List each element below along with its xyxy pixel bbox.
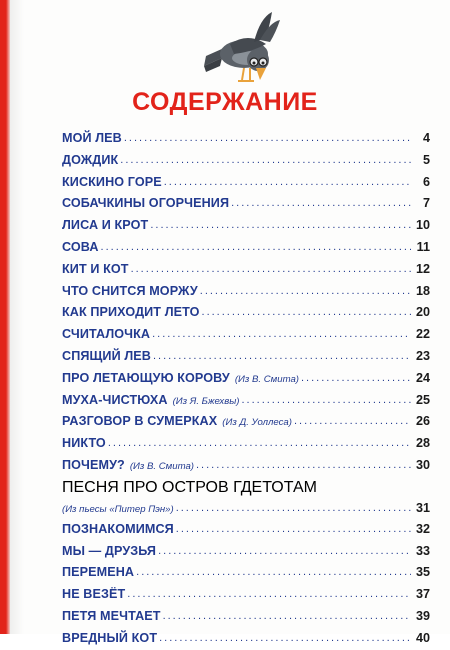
toc-entry-title: ПОЧЕМУ? xyxy=(62,457,125,472)
toc-entry-source: (Из В. Смита) xyxy=(129,460,194,472)
toc-entry xyxy=(62,368,430,390)
leader-dots xyxy=(120,150,411,172)
toc-entry-page: 7 xyxy=(422,196,430,211)
toc-entry-page: 12 xyxy=(415,261,430,276)
toc-entry-page: 31 xyxy=(415,500,430,515)
toc-entry xyxy=(62,324,430,346)
toc-entry-title: КИТ И КОТ xyxy=(62,261,129,276)
toc-entry-page: 32 xyxy=(415,521,430,536)
crow-with-glasses-icon xyxy=(200,8,282,88)
toc-entry-source: (Из Д. Уоллеса) xyxy=(222,417,292,429)
leader-dots xyxy=(131,259,411,281)
toc-entry-page: 6 xyxy=(422,174,430,189)
toc-entry xyxy=(62,584,430,606)
leader-dots xyxy=(241,390,411,412)
toc-entry xyxy=(62,215,430,237)
leader-dots xyxy=(127,584,411,606)
toc-entry-page: 33 xyxy=(415,543,430,558)
toc-entry-title: НИКТО xyxy=(62,436,106,451)
toc-entry-title: МОЙ ЛЕВ xyxy=(62,131,122,145)
leader-dots xyxy=(231,193,411,215)
leader-dots xyxy=(158,541,411,563)
toc-entry-page: 20 xyxy=(415,305,430,320)
toc-entry-page: 28 xyxy=(415,436,430,451)
toc-entry-page: 5 xyxy=(422,152,430,167)
toc-entry xyxy=(62,193,430,215)
toc-entry-title: ДОЖДИК xyxy=(62,152,119,167)
toc-entry-page: 30 xyxy=(415,457,430,472)
toc-entry-source: (Из В. Смита) xyxy=(234,373,299,385)
toc-entry-title: СПЯЩИЙ ЛЕВ xyxy=(62,348,151,363)
toc-entry xyxy=(62,390,430,412)
toc-entry-title: РАЗГОВОР В СУМЕРКАХ xyxy=(62,414,218,429)
toc-entry xyxy=(62,128,430,150)
toc-entry-title: СОВА xyxy=(62,239,99,254)
toc-entry-source: (Из пьесы «Питер Пэн») xyxy=(62,503,174,515)
toc-entry-title: КИСКИНО ГОРЕ xyxy=(62,174,162,189)
leader-dots xyxy=(150,215,411,237)
toc-entry-source: (Из Я. Бжехвы) xyxy=(172,395,240,407)
toc-entry xyxy=(62,541,430,563)
table-of-contents xyxy=(62,128,430,650)
toc-entry-page: 39 xyxy=(415,608,430,623)
toc-entry xyxy=(62,172,430,194)
toc-entry-title: ПЕТЯ МЕЧТАЕТ xyxy=(62,608,161,623)
leader-dots xyxy=(202,302,411,324)
toc-entry-title: ВРЕДНЫЙ КОТ xyxy=(62,630,158,645)
toc-entry xyxy=(62,519,430,541)
page-title: СОДЕРЖАНИЕ xyxy=(132,88,318,116)
toc-entry-page: 18 xyxy=(415,283,430,298)
toc-entry-title: МЫ — ДРУЗЬЯ xyxy=(62,543,157,558)
leader-dots xyxy=(176,519,411,541)
toc-entry xyxy=(62,237,430,259)
leader-dots xyxy=(153,346,411,368)
toc-entry-title: СЧИТАЛОЧКА xyxy=(62,327,151,342)
toc-entry xyxy=(62,455,430,477)
toc-entry-page: 11 xyxy=(416,239,430,254)
toc-entry xyxy=(62,606,430,628)
toc-entry-title: ПОЗНАКОМИМСЯ xyxy=(62,521,174,536)
leader-dots xyxy=(200,281,411,303)
toc-entry xyxy=(62,477,430,519)
toc-entry-title: ПЕРЕМЕНА xyxy=(62,565,135,580)
toc-entry-page: 37 xyxy=(415,587,430,602)
toc-entry-page: 25 xyxy=(415,392,430,407)
leader-dots xyxy=(196,455,411,477)
toc-entry xyxy=(62,281,430,303)
leader-dots xyxy=(301,368,411,390)
toc-entry-title: ПРО ЛЕТАЮЩУЮ КОРОВУ xyxy=(62,370,230,385)
leader-dots xyxy=(176,497,411,519)
leader-dots xyxy=(124,128,411,150)
leader-dots xyxy=(152,324,411,346)
toc-entry xyxy=(62,346,430,368)
toc-entry xyxy=(62,411,430,433)
toc-entry xyxy=(62,150,430,172)
leader-dots xyxy=(136,562,411,584)
toc-entry-title: МУХА-ЧИСТЮХА xyxy=(62,392,168,407)
toc-entry xyxy=(62,433,430,455)
toc-entry-title: ЛИСА И КРОТ xyxy=(62,218,149,233)
toc-entry xyxy=(62,302,430,324)
leader-dots xyxy=(101,237,411,259)
leader-dots xyxy=(159,628,411,650)
leader-dots xyxy=(163,606,411,628)
toc-entry-page: 23 xyxy=(415,348,430,363)
toc-entry-title: СОБАЧКИНЫ ОГОРЧЕНИЯ xyxy=(62,196,230,211)
leader-dots xyxy=(108,433,411,455)
toc-entry-page: 26 xyxy=(415,414,430,429)
toc-entry-title: КАК ПРИХОДИТ ЛЕТО xyxy=(62,305,200,320)
toc-entry-title: ЧТО СНИТСЯ МОРЖУ xyxy=(62,283,198,298)
toc-entry-page: 40 xyxy=(415,630,430,645)
toc-entry-page: 35 xyxy=(415,565,430,580)
toc-entry-title: ПЕСНЯ ПРО ОСТРОВ ГДЕТОТАМ xyxy=(62,478,317,496)
toc-entry-page: 22 xyxy=(415,327,430,342)
toc-entry-page: 4 xyxy=(422,131,430,145)
toc-entry xyxy=(62,259,430,281)
toc-entry xyxy=(62,628,430,650)
toc-entry-page: 24 xyxy=(415,370,430,385)
toc-entry-title: НЕ ВЕЗЁТ xyxy=(62,587,126,602)
toc-entry xyxy=(62,562,430,584)
leader-dots xyxy=(294,411,411,433)
toc-entry-page: 10 xyxy=(415,218,430,233)
leader-dots xyxy=(164,172,411,194)
